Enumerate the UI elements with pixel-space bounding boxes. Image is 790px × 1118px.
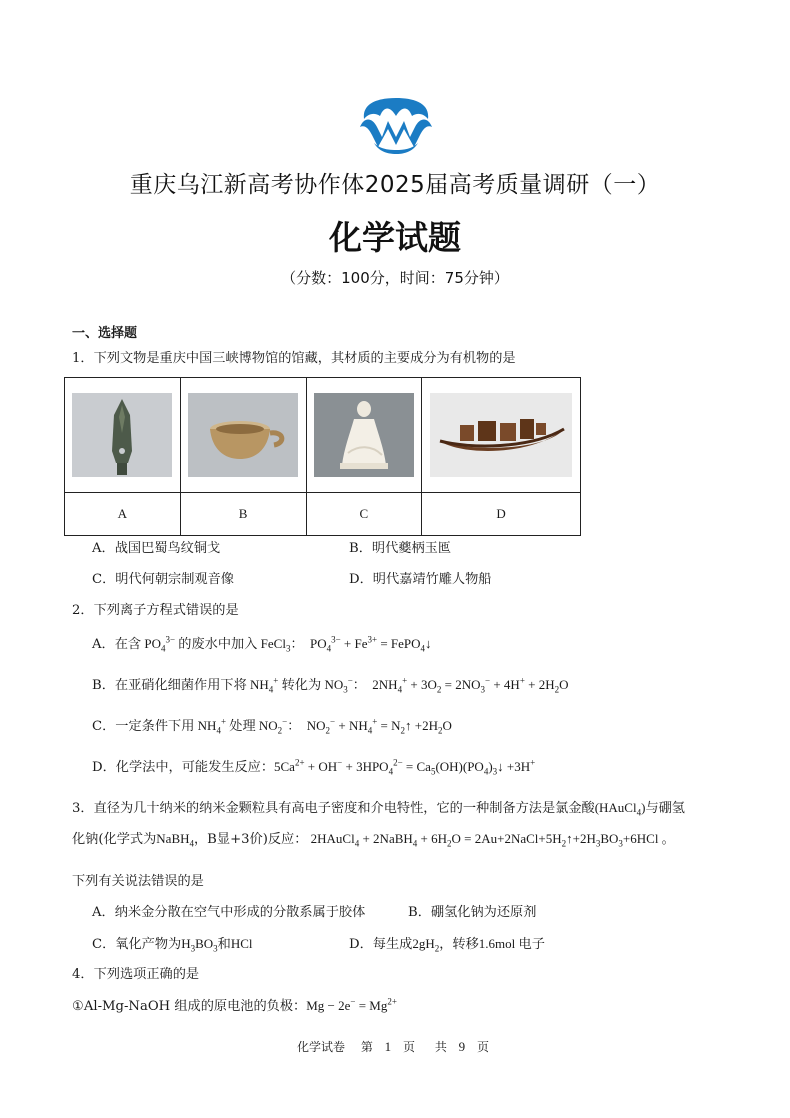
jade-vessel-image: [188, 393, 298, 477]
artifact-label-d: D: [422, 493, 581, 536]
school-logo-icon: [358, 97, 434, 155]
artifact-table: [64, 377, 581, 536]
q3-option-b: B．硼氢化钠为还原剂: [408, 905, 537, 920]
q2-option-a: A．在含 $PO_4^{3-}$ 的废水中加入 FeCl$_3$： $PO_4^{3-} + Fe^{3+}$ = FePO$_4$↓: [92, 634, 432, 654]
q1-option-a: A．战国巴蜀鸟纹铜戈: [92, 541, 221, 556]
artifact-cell-d: [422, 378, 581, 493]
q3-option-a: A．纳米金分散在空气中形成的分散系属于胶体: [92, 905, 366, 920]
question-1-stem: 1．下列文物是重庆中国三峡博物馆的馆藏，其材质的主要成分为有机物的是: [72, 351, 516, 366]
artifact-cell-b: [180, 378, 306, 493]
q2-option-c: C．一定条件下用 $NH_4^+$ 处理 $NO_2^-$： $NO_2^- + NH_4^+$ = $N_2↑ +2H_2O$: [92, 716, 452, 736]
question-3-line2: 化钠(化学式为NaBH$_4$，B显+3价)反应： 2HAuCl$_4$ + 2NaBH$_4$ + $6H_2O$ = $2Au+2NaCl+5H_2↑+2H_3BO_3+6HCl$ 。: [72, 831, 675, 849]
artifact-cell-a: [65, 378, 181, 493]
guanyin-statue-image: [314, 393, 414, 477]
exam-meta: （分数：100分，时间：75分钟）: [281, 269, 509, 287]
subject-title: 化学试题: [329, 218, 461, 257]
bronze-dagger-image: [72, 393, 172, 477]
q1-option-b: B．明代夔柄玉匜: [349, 541, 452, 556]
section-heading: 一、选择题: [72, 326, 138, 341]
question-3-line1: 3．直径为几十纳米的纳米金颗粒具有高电子密度和介电特性，它的一种制备方法是氯金酸(HAuCl$_4$)与硼氢: [72, 800, 685, 818]
artifact-cell-c: [306, 378, 422, 493]
page-footer: 化学试卷 第 1 页 共 9 页: [296, 1039, 490, 1054]
q3-option-d: D．每生成$2gH_2$，转移1.6mol 电子: [349, 936, 545, 954]
question-2-stem: 2．下列离子方程式错误的是: [72, 603, 239, 618]
artifact-label-a: A: [65, 493, 181, 536]
q1-option-c: C．明代何朝宗制观音像: [92, 572, 234, 587]
artifact-label-b: B: [180, 493, 306, 536]
artifact-label-c: C: [306, 493, 422, 536]
exam-title: 重庆乌江新高考协作体2025届高考质量调研（一）: [129, 172, 661, 198]
q2-option-b: B．在亚硝化细菌作用下将 $NH_4^+$ 转化为 $NO_3^-$： $2NH_4^+ + 3O_2 = 2NO_3^- + 4H^+ + 2H_2O$: [92, 675, 569, 695]
question-4-stem: 4．下列选项正确的是: [72, 967, 200, 982]
q1-option-d: D．明代嘉靖竹雕人物船: [349, 572, 492, 587]
q3-option-c: C．氧化产物为$H_3BO_3$和HCl: [92, 936, 253, 954]
q4-item-1: ①Al-Mg-NaOH 组成的原电池的负极：$Mg - 2e^- = Mg^{2+}$: [72, 996, 397, 1014]
bamboo-boat-image: [430, 393, 572, 477]
question-3-sub: 下列有关说法错误的是: [72, 874, 204, 889]
q2-option-d: D．化学法中，可能发生反应：$5Ca^{2+} + OH^- + 3HPO_4^{2-}$ = $Ca_5(OH)(PO_4)_3↓ +3H^+$: [92, 757, 536, 777]
